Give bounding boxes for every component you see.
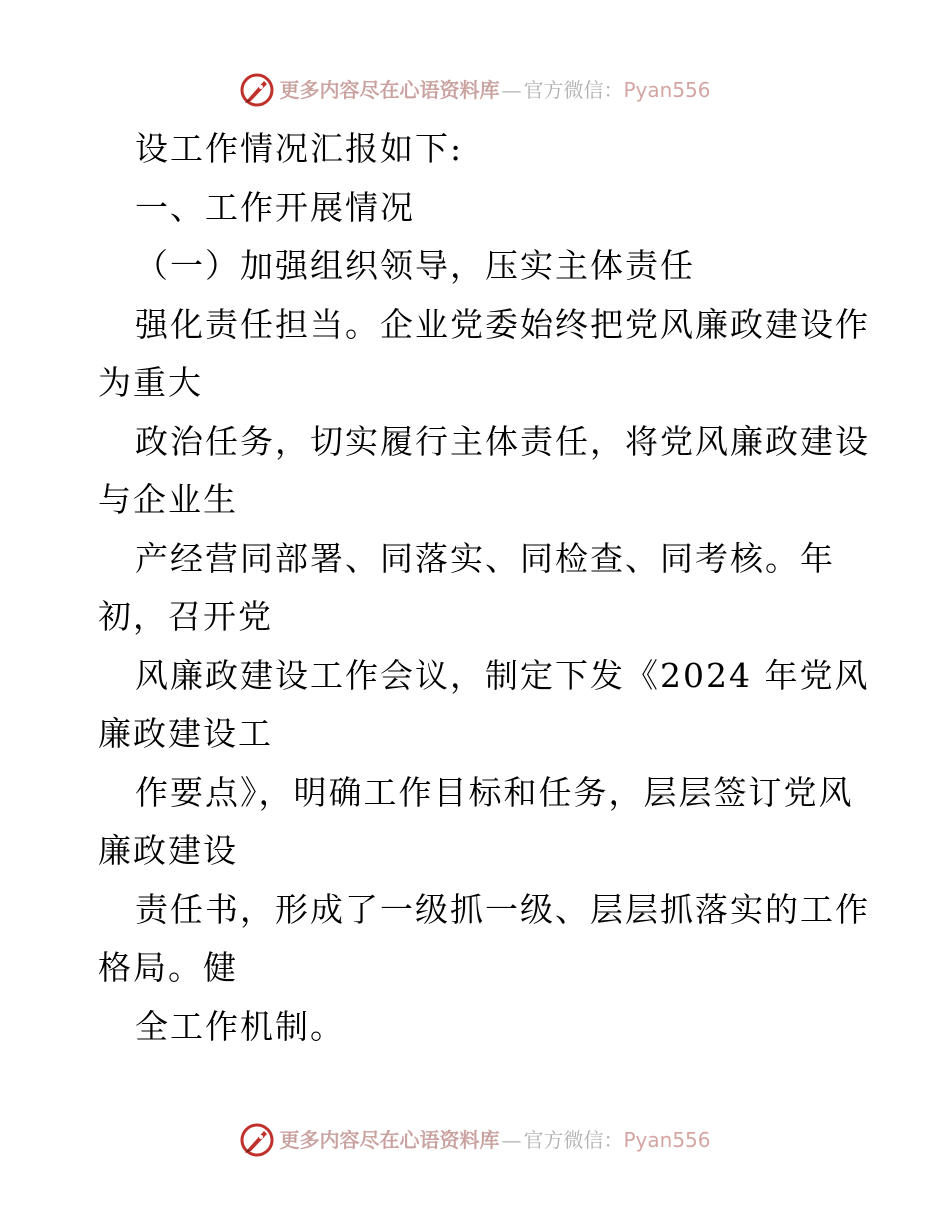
watermark-site-text: 更多内容尽在心语资料库 [279, 78, 500, 102]
document-body [98, 120, 870, 1056]
body-line: 强化责任担当。企业党委始终把党风廉政建设作 [135, 304, 870, 344]
body-line: 初，召开党 [98, 597, 273, 636]
quill-pen-logo-icon [239, 72, 275, 108]
watermark-dash: — [501, 78, 522, 102]
footer-watermark [0, 1120, 950, 1160]
watermark-text [279, 80, 710, 100]
body-line: 风廉政建设工作会议，制定下发《2024 年党风 [135, 655, 870, 695]
body-line: 政治任务，切实履行主体责任，将党风廉政建设 [135, 421, 870, 461]
body-line: 设工作情况汇报如下: [135, 129, 464, 168]
quill-pen-logo-icon [239, 1122, 275, 1158]
body-line: 作要点》，明确工作目标和任务，层层签订党风 [135, 772, 854, 812]
watermark-wechat-label: 官方微信： [523, 78, 624, 102]
header-watermark [0, 70, 950, 110]
watermark-wechat-id: Pyan556 [623, 1128, 711, 1152]
body-line: 廉政建设 [98, 831, 238, 870]
body-line: 责任书，形成了一级抓一级、层层抓落实的工作 [135, 889, 870, 929]
watermark-site-text: 更多内容尽在心语资料库 [279, 1128, 500, 1152]
body-line: 为重大 [98, 363, 203, 402]
watermark-text [279, 1130, 710, 1150]
watermark-dash: — [501, 1128, 522, 1152]
section-heading: 一、工作开展情况 [135, 187, 415, 227]
watermark-wechat-label: 官方微信： [523, 1128, 624, 1152]
subsection-heading: （一）加强组织领导，压实主体责任 [135, 246, 695, 285]
body-line: 全工作机制。 [135, 1006, 345, 1046]
watermark-wechat-id: Pyan556 [623, 78, 711, 102]
body-line: 廉政建设工 [98, 714, 273, 753]
body-line: 与企业生 [98, 480, 238, 519]
body-line: 产经营同部署、同落实、同检查、同考核。年 [135, 538, 835, 578]
body-line: 格局。健 [98, 948, 238, 987]
